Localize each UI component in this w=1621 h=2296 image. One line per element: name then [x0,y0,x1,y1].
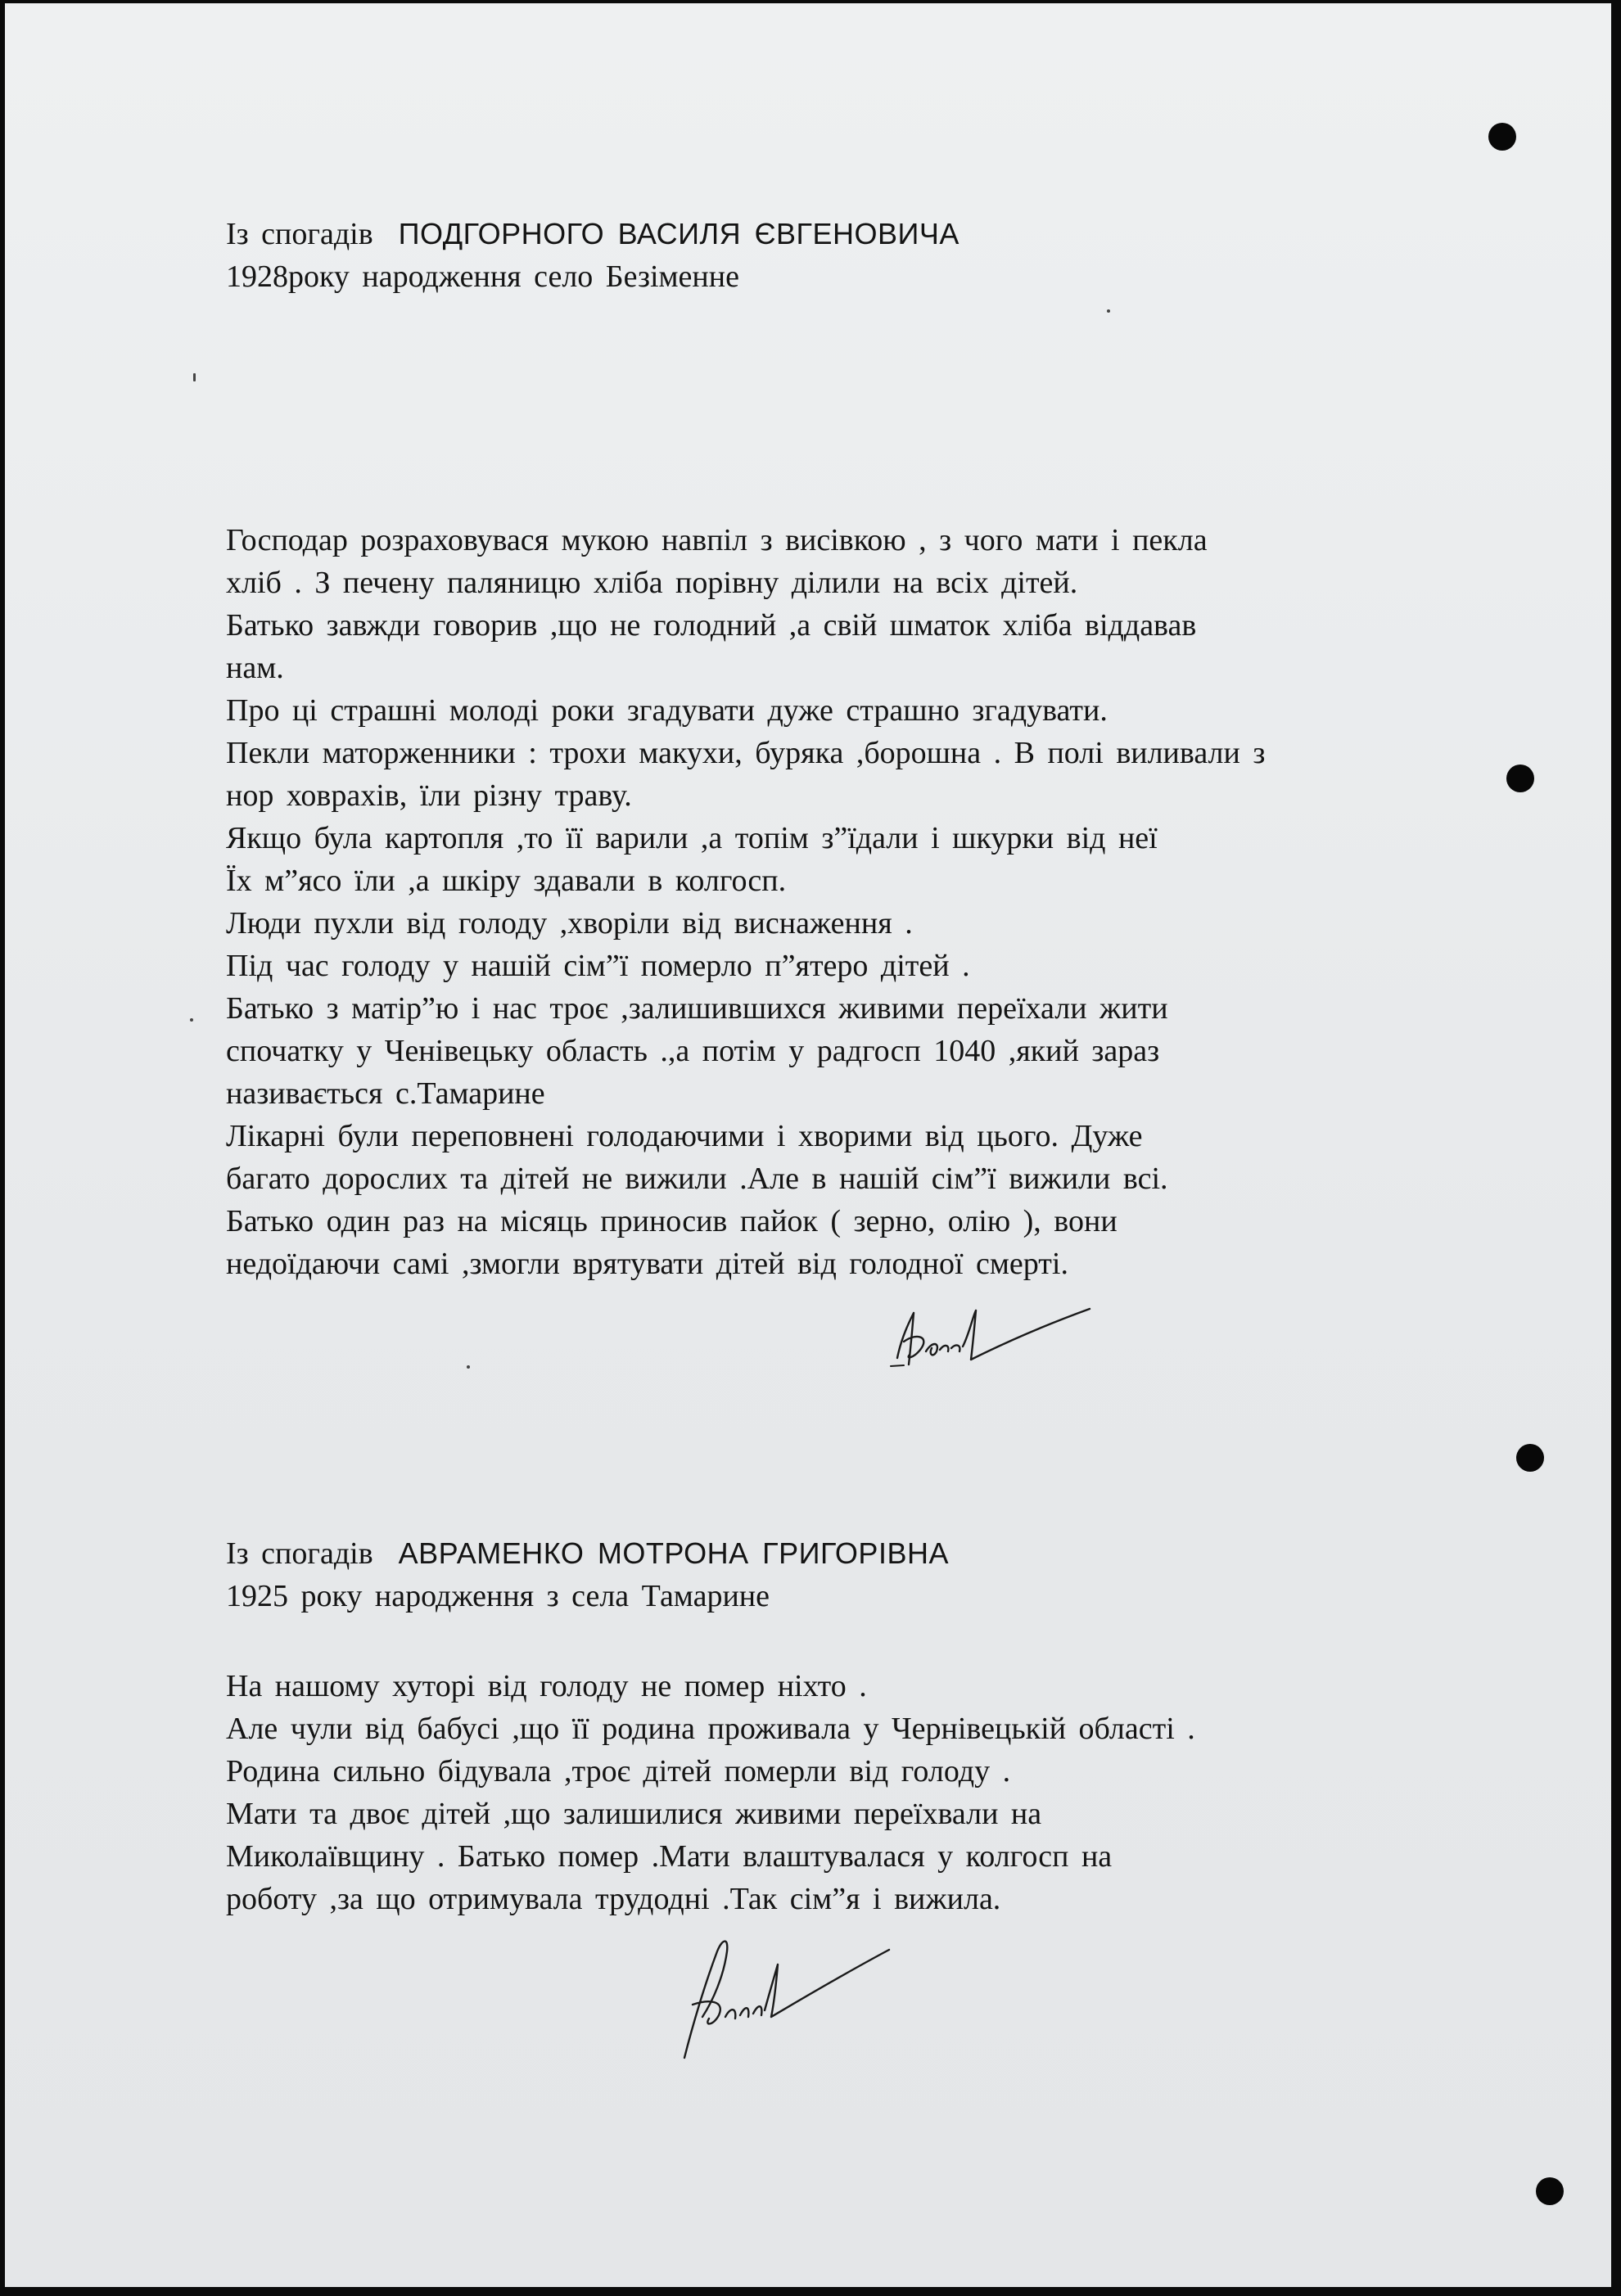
memoir-2-line: Родина сильно бідувала ,троє дітей померли від голоду . [226,1754,1011,1789]
memoir-2-birth-info: 1925 року народження з села Тамарине [226,1579,770,1613]
memoir-1-author-name: ПОДГОРНОГО ВАСИЛЯ ЄВГЕНОВИЧА [398,217,960,250]
memoir-1-line: Батько один раз на місяць приносив пайок ( зерно, олію ), вони [226,1204,1118,1238]
memoir-1-heading [226,213,960,298]
scan-speck [1107,309,1110,313]
memoir-1-line: Їх м”ясо їли ,а шкіру здавали в колгосп. [226,864,787,898]
punch-hole-top [1488,123,1516,151]
memoir-2-line: Мати та двоє дітей ,що залишилися живими переїхвали на [226,1797,1042,1831]
memoir-1-line: нор ховрахів, їли різну траву. [226,778,632,813]
memoir-2-line: роботу ,за що отримувала трудодні .Так сім”я і вижила. [226,1882,1001,1916]
memoir-1-body [226,519,1265,1285]
memoir-1-line: багато дорослих та дітей не вижили .Але в нашій сім”ї вижили всі. [226,1162,1168,1196]
punch-hole-middle-upper [1506,765,1534,792]
memoir-1-line: спочатку у Ченівецьку область .,а потім у радгосп 1040 ,який зараз [226,1034,1160,1068]
punch-hole-middle-lower [1516,1444,1544,1472]
memoir-2-body [226,1665,1195,1920]
scan-speck [190,1018,193,1022]
memoir-2-line: Миколаївщину . Батько помер .Мати влаштувалася у колгосп на [226,1839,1113,1874]
signature-2 [668,1919,897,2066]
memoir-2-line: Але чули від бабусі ,що її родина проживала у Чернівецькій області . [226,1712,1195,1746]
memoir-1-line: називається с.Тамарине [226,1076,545,1111]
memoir-1-line: Батько завжди говорив ,що не голодний ,а свій шматок хліба віддавав [226,608,1197,643]
scan-speck [467,1365,470,1369]
punch-hole-bottom [1536,2177,1564,2205]
memoir-1-line: нам. [226,651,284,685]
memoir-1-line: недоїдаючи самі ,змогли врятувати дітей від голодної смерті. [226,1247,1068,1281]
memoir-2-heading-prefix: Із спогадів [226,1536,373,1571]
memoir-1-birth-info: 1928року народження село Безіменне [226,259,739,294]
memoir-1-line: Люди пухли від голоду ,хворіли від виснаження . [226,906,913,941]
memoir-1-line: Батько з матір”ю і нас троє ,залишившихся живими переїхали жити [226,991,1168,1026]
memoir-2-author-name: АВРАМЕНКО МОТРОНА ГРИГОРІВНА [398,1536,949,1570]
memoir-1-heading-prefix: Із спогадів [226,217,373,251]
memoir-1-line: Під час голоду у нашій сім”ї померло п”ятеро дітей . [226,949,970,983]
memoir-2-line: На нашому хуторі від голоду не помер ніхто . [226,1669,867,1703]
memoir-1-line: Про ці страшні молоді роки згадувати дуже страшно згадувати. [226,693,1108,728]
memoir-1-line: хліб . З печену паляницю хліба порівну ділили на всіх дітей. [226,566,1078,600]
memoir-1-line: Лікарні були переповнені голодаючими і хворими від цього. Дуже [226,1119,1143,1153]
memoir-1-line: Пекли маторженники : трохи макухи, буряка ,борошна . В полі виливали з [226,736,1266,770]
memoir-2-heading [226,1532,949,1617]
memoir-1-line: Господар розраховувася мукою навпіл з висівкою , з чого мати і пекла [226,523,1208,557]
signature-1 [881,1301,1102,1374]
memoir-1-line: Якщо була картопля ,то її варили ,а топім з”їдали і шкурки від неї [226,821,1158,855]
scan-speck [193,373,196,381]
document-page [5,3,1611,2287]
